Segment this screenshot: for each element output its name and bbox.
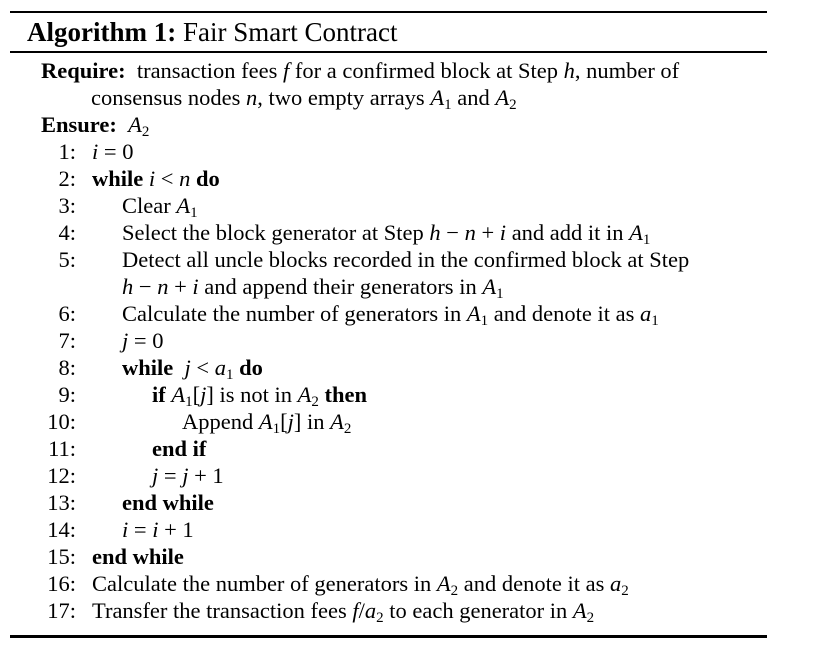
- step-16: Calculate the number of generators in $A_2$ and denote it as $a_2$: [92, 571, 629, 599]
- line-number: 13:: [47, 490, 76, 515]
- step-7: j = 0: [122, 328, 164, 353]
- line-number: 1:: [58, 139, 76, 164]
- step-4: Select the block generator at Step h − n + i and add it in $A_1$: [122, 220, 651, 248]
- algorithm-name: Fair Smart Contract: [182, 17, 398, 47]
- step-11: end if: [152, 436, 207, 461]
- step-3: Clear $A_1$: [122, 193, 198, 221]
- algorithm-title: [27, 13, 397, 51]
- line-number: 3:: [58, 193, 76, 218]
- line-number: 12:: [47, 463, 76, 488]
- step-14: i = i + 1: [122, 517, 194, 542]
- line-number: 6:: [58, 301, 76, 326]
- line-number: 15:: [47, 544, 76, 569]
- title-rule: [10, 51, 767, 53]
- ensure-label: Ensure:: [41, 112, 117, 137]
- require-label: Require:: [41, 58, 126, 83]
- line-number: 5:: [58, 247, 76, 272]
- require-continuation: consensus nodes n, two empty arrays $A_1$ and $A_2$: [91, 85, 517, 113]
- step-9: if $A_1[j]$ is not in $A_2$ then: [152, 382, 368, 410]
- step-6: Calculate the number of generators in $A_1$ and denote it as $a_1$: [122, 301, 659, 329]
- require-line: Require: transaction fees f for a confirmed block at Step h, number of: [41, 58, 680, 83]
- step-8: while $j < a_1$ do: [122, 355, 263, 383]
- line-number: 8:: [58, 355, 76, 380]
- line-number: 7:: [58, 328, 76, 353]
- line-number: 2:: [58, 166, 76, 191]
- line-number: 14:: [47, 517, 76, 542]
- ensure-line: Ensure: $A_2$: [41, 112, 150, 140]
- step-15: end while: [92, 544, 184, 569]
- bottom-rule: [10, 635, 767, 638]
- line-number: 11:: [48, 436, 76, 461]
- step-12: j = j + 1: [152, 463, 224, 488]
- step-5-continuation: h − n + i and append their generators in $A_1$: [122, 274, 504, 302]
- algorithm-label: Algorithm 1:: [27, 17, 177, 47]
- step-5: Detect all uncle blocks recorded in the confirmed block at Step: [122, 247, 690, 272]
- line-number: 17:: [47, 598, 76, 623]
- line-number: 10:: [47, 409, 76, 434]
- step-2: while i < n do: [92, 166, 220, 191]
- line-number: 4:: [58, 220, 76, 245]
- line-number: 9:: [58, 382, 76, 407]
- step-1: i = 0: [92, 139, 134, 164]
- step-13: end while: [122, 490, 214, 515]
- line-number: 16:: [47, 571, 76, 596]
- step-17: Transfer the transaction fees $f/a_2$ to each generator in $A_2$: [92, 598, 595, 626]
- step-10: Append $A_1[j]$ in $A_2$: [182, 409, 352, 437]
